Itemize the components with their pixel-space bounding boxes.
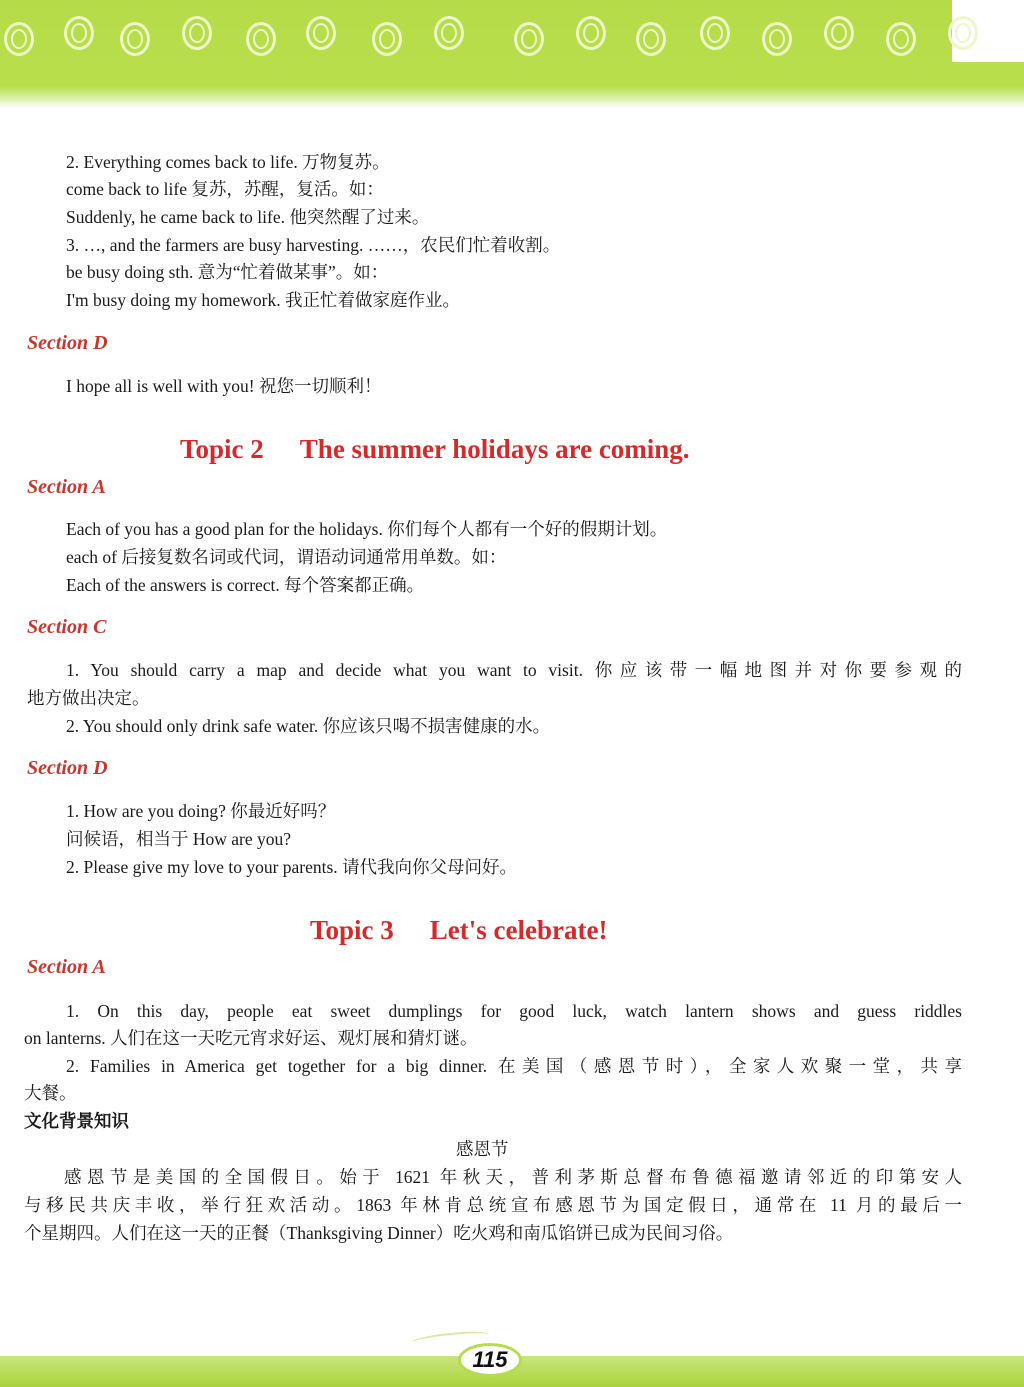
topic-number: Topic 2: [180, 434, 264, 464]
topic-title: The summer holidays are coming.: [299, 434, 690, 464]
ring-decoration: [4, 22, 34, 56]
text-line: 地方做出决定。: [27, 688, 150, 708]
decorative-header-band: [0, 0, 1024, 108]
text-line: 1. You should carry a map and decide what you want to visit. 你应该带一幅地图并对你要参观的: [66, 660, 962, 680]
text-line: come back to life 复苏，苏醒，复活。如：: [66, 179, 384, 199]
ring-decoration: [306, 16, 336, 50]
ring-decoration: [762, 22, 792, 56]
ring-decoration: [246, 22, 276, 56]
section-heading: Section D: [27, 757, 108, 779]
text-line: Each of you has a good plan for the holidays. 你们每个人都有一个好的假期计划。: [66, 519, 668, 539]
ring-decoration: [182, 16, 212, 50]
text-line: 1. How are you doing? 你最近好吗？: [66, 801, 336, 821]
text-line: 1. On this day, people eat sweet dumplings for good luck, watch lantern shows and guess riddles: [66, 1001, 962, 1021]
culture-title: 感恩节: [456, 1139, 509, 1159]
ring-decoration: [514, 22, 544, 56]
text-line: on lanterns. 人们在这一天吃元宵求好运、观灯展和猜灯谜。: [24, 1028, 478, 1048]
ring-decoration: [948, 16, 978, 50]
ring-decoration: [64, 16, 94, 50]
text-line: I hope all is well with you! 祝您一切顺利！: [66, 376, 382, 396]
topic-number: Topic 3: [310, 915, 394, 945]
ring-decoration: [824, 16, 854, 50]
text-line: Each of the answers is correct. 每个答案都正确。: [66, 575, 425, 595]
text-line: 3. …, and the farmers are busy harvesting. ……，农民们忙着收割。: [66, 235, 561, 255]
text-line: 问候语，相当于 How are you?: [66, 829, 292, 849]
section-heading: Section C: [27, 616, 107, 638]
topic-heading: [180, 433, 690, 465]
text-line: 2. Families in America get together for a big dinner. 在美国（感恩节时），全家人欢聚一堂，共享: [66, 1056, 962, 1076]
culture-heading: 文化背景知识: [24, 1111, 129, 1131]
ring-decoration: [636, 22, 666, 56]
ring-decoration: [576, 16, 606, 50]
section-heading: Section A: [27, 476, 106, 498]
ring-decoration: [120, 22, 150, 56]
text-line: I'm busy doing my homework. 我正忙着做家庭作业。: [66, 290, 460, 310]
ring-decoration: [372, 22, 402, 56]
text-line: 大餐。: [24, 1083, 77, 1103]
text-line: 与移民共庆丰收，举行狂欢活动。1863 年林肯总统宣布感恩节为国定假日，通常在 11 月的最后一: [24, 1195, 962, 1215]
topic-title: Let's celebrate!: [429, 915, 608, 945]
text-line: Suddenly, he came back to life. 他突然醒了过来。: [66, 207, 430, 227]
text-line: 2. Everything comes back to life. 万物复苏。: [66, 152, 390, 172]
page-number: 115: [458, 1343, 522, 1377]
text-line: each of 后接复数名词或代词，谓语动词通常用单数。如：: [66, 547, 507, 567]
text-line: 感恩节是美国的全国假日。始于 1621 年秋天，普利茅斯总督布鲁德福邀请邻近的印第安人: [64, 1167, 962, 1187]
text-line: 2. Please give my love to your parents. 请代我向你父母问好。: [66, 857, 518, 877]
ring-decoration: [434, 16, 464, 50]
ring-decoration: [886, 22, 916, 56]
topic-heading: [310, 914, 607, 946]
text-line: be busy doing sth. 意为“忙着做某事”。如：: [66, 262, 389, 282]
text-line: 2. You should only drink safe water. 你应该只喝不损害健康的水。: [66, 716, 551, 736]
section-heading: Section A: [27, 956, 106, 978]
section-heading: Section D: [27, 332, 108, 354]
ring-decoration: [700, 16, 730, 50]
text-line: 个星期四。人们在这一天的正餐（Thanksgiving Dinner）吃火鸡和南瓜馅饼已成为民间习俗。: [24, 1223, 734, 1243]
